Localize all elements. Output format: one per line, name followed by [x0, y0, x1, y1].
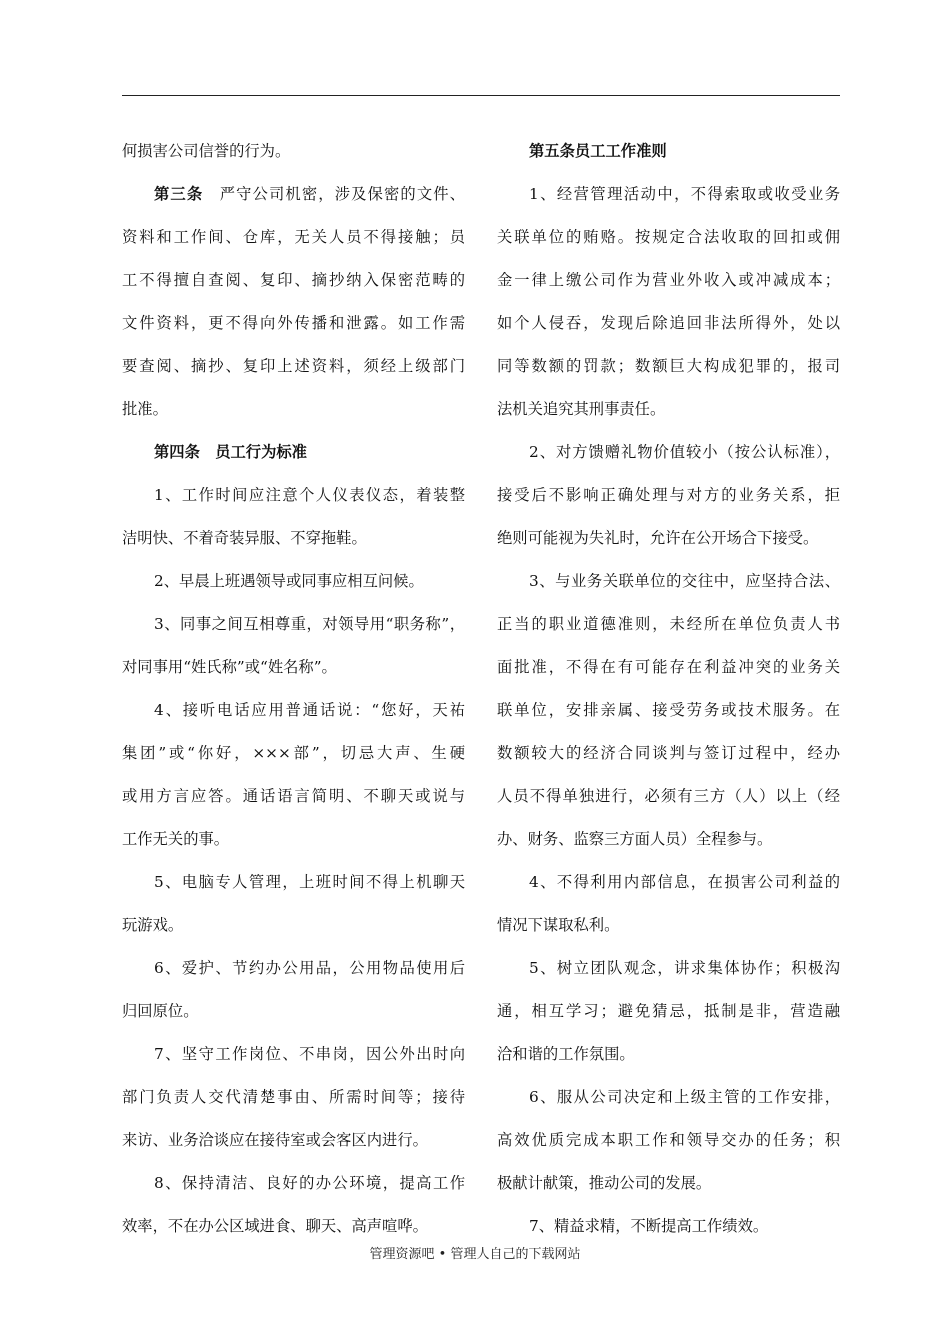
- right-column: [497, 130, 840, 1248]
- body-line: 对同事用“姓氏称”或“姓名称”。: [122, 658, 337, 676]
- header-rule: [122, 95, 840, 96]
- body-line: 效率，不在办公区域进食、聊天、高声喧哗。: [122, 1217, 428, 1235]
- body-line: 接受后不影响正确处理与对方的业务关系，拒: [497, 486, 840, 504]
- body-line: 数额较大的经济合同谈判与签订过程中，经办: [497, 744, 840, 762]
- body-line: 如个人侵吞，发现后除追回非法所得外，处以: [497, 314, 840, 332]
- body-line: 要查阅、摘抄、复印上述资料，须经上级部门: [122, 357, 465, 375]
- body-line: 极献计献策，推动公司的发展。: [497, 1174, 712, 1192]
- body-line: 部门负责人交代清楚事由、所需时间等；接待: [122, 1088, 465, 1106]
- body-line: 人员不得单独进行，必须有三方（人）以上（经: [497, 787, 840, 805]
- left-column: [122, 130, 465, 1248]
- article-label: 第三条: [154, 185, 204, 203]
- body-line: 文件资料，更不得向外传播和泄露。如工作需: [122, 314, 465, 332]
- body-line: 5、电脑专人管理，上班时间不得上机聊天: [154, 873, 465, 891]
- body-line: 洽和谐的工作氛围。: [497, 1045, 635, 1063]
- body-line: 集团”或“你好，×××部”，切忌大声、生硬: [122, 744, 465, 762]
- body-line: 联单位，安排亲属、接受劳务或技术服务。在: [497, 701, 840, 719]
- body-line: 金一律上缴公司作为营业外收入或冲减成本；: [497, 271, 840, 289]
- body-line: 1、工作时间应注意个人仪表仪态，着装整: [154, 486, 465, 504]
- body-line: 资料和工作间、仓库，无关人员不得接触；员: [122, 228, 465, 246]
- body-line: 7、坚守工作岗位、不串岗，因公外出时向: [154, 1045, 465, 1063]
- body-line: 法机关追究其刑事责任。: [497, 400, 666, 418]
- body-line: 同等数额的罚款；数额巨大构成犯罪的，报司: [497, 357, 840, 375]
- body-line: 情况下谋取私利。: [497, 916, 620, 934]
- body-line: 正当的职业道德准则，未经所在单位负责人书: [497, 615, 840, 633]
- body-line: 工不得擅自查阅、复印、摘抄纳入保密范畴的: [122, 271, 465, 289]
- body-line: 或用方言应答。通话语言简明、不聊天或说与: [122, 787, 465, 805]
- body-line: 何损害公司信誉的行为。: [122, 142, 291, 160]
- body-line: 2、早晨上班遇领导或同事应相互问候。: [154, 572, 424, 590]
- body-line: 3、同事之间互相尊重，对领导用“职务称”，: [154, 615, 465, 633]
- section-heading: 第四条 员工行为标准: [154, 443, 307, 461]
- body-line: 4、接听电话应用普通话说：“您好，天祐: [154, 701, 465, 719]
- body-line: 1、经营管理活动中，不得索取或收受业务: [529, 185, 840, 203]
- body-line: 工作无关的事。: [122, 830, 230, 848]
- body-line: 6、服从公司决定和上级主管的工作安排，: [529, 1088, 840, 1106]
- body-line: 高效优质完成本职工作和领导交办的任务；积: [497, 1131, 840, 1149]
- section-heading: 第五条员工工作准则: [529, 142, 667, 160]
- body-line: [122, 173, 465, 216]
- body-line: 批准。: [122, 400, 168, 418]
- body-line: 关联单位的贿赂。按规定合法收取的回扣或佣: [497, 228, 840, 246]
- body-line: 8、保持清洁、良好的办公环境，提高工作: [154, 1174, 465, 1192]
- article-text: 严守公司机密，涉及保密的文件、: [203, 185, 465, 203]
- body-line: 办、财务、监察三方面人员）全程参与。: [497, 830, 773, 848]
- body-line: 2、对方馈赠礼物价值较小（按公认标准），: [529, 443, 840, 461]
- page-footer: 管理资源吧 • 管理人自己的下载网站: [369, 1247, 581, 1262]
- body-line: 4、不得利用内部信息，在损害公司利益的: [529, 873, 840, 891]
- body-line: 面批准，不得在有可能存在利益冲突的业务关: [497, 658, 840, 676]
- body-line: 归回原位。: [122, 1002, 199, 1020]
- body-line: 7、精益求精，不断提高工作绩效。: [529, 1217, 769, 1235]
- body-line: 6、爱护、节约办公用品，公用物品使用后: [154, 959, 465, 977]
- body-line: 5、树立团队观念，讲求集体协作；积极沟: [529, 959, 840, 977]
- body-line: 洁明快、不着奇装异服、不穿拖鞋。: [122, 529, 367, 547]
- body-line: 玩游戏。: [122, 916, 184, 934]
- body-line: 绝则可能视为失礼时，允许在公开场合下接受。: [497, 529, 819, 547]
- body-line: 3、与业务关联单位的交往中，应坚持合法、: [529, 572, 840, 590]
- body-line: 通，相互学习；避免猜忌，抵制是非，营造融: [497, 1002, 840, 1020]
- body-line: 来访、业务洽谈应在接待室或会客区内进行。: [122, 1131, 428, 1149]
